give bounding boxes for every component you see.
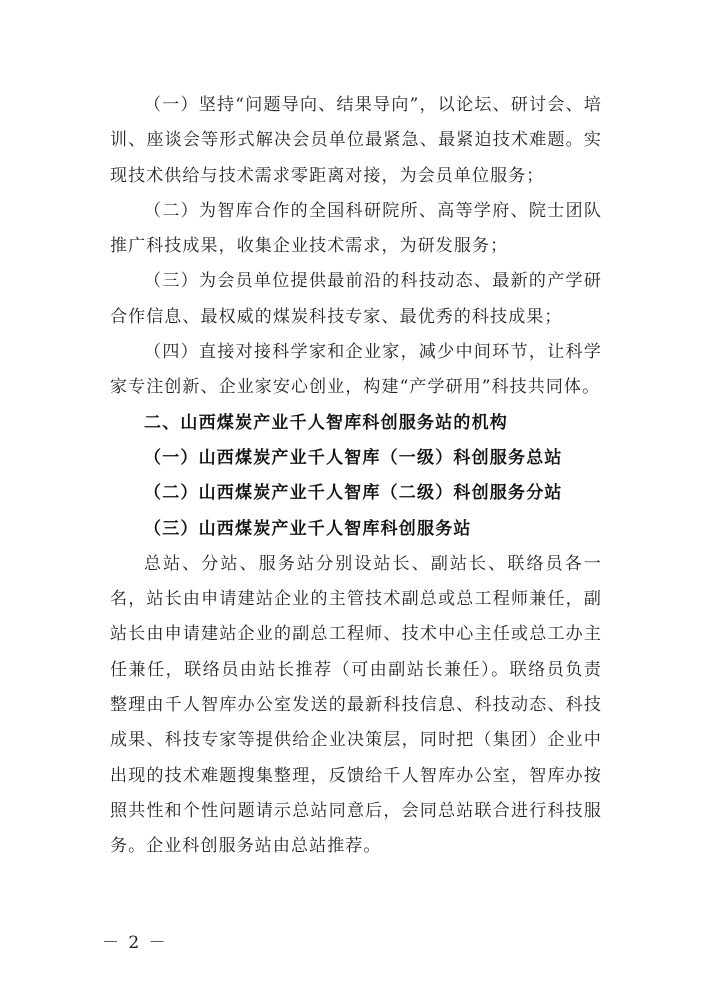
sub-heading-1: （一）山西煤炭产业千人智库（一级）科创服务总站	[144, 447, 563, 468]
paragraph-item-3: （三）为会员单位提供最前沿的科技动态、最新的产学研合作信息、最权威的煤炭科技专家、最优秀的科技成果；	[110, 271, 602, 327]
document-body	[110, 88, 602, 865]
page-number: － 2 －	[102, 933, 168, 953]
paragraph-item-1: （一）坚持“问题导向、结果导向”，以论坛、研讨会、培训、座谈会等形式解决会员单位最紧急、最紧迫技术难题。实现技术供给与技术需求零距离对接，为会员单位服务；	[110, 95, 602, 186]
section-heading: 二、山西煤炭产业千人智库科创服务站的机构	[144, 412, 508, 433]
paragraph-item-2: （二）为智库合作的全国科研院所、高等学府、院士团队推广科技成果，收集企业技术需求，为研发服务；	[110, 200, 602, 257]
sub-heading-3: （三）山西煤炭产业千人智库科创服务站	[144, 518, 472, 539]
sub-heading-2: （二）山西煤炭产业千人智库（二级）科创服务分站	[144, 483, 563, 504]
paragraph-item-4: （四）直接对接科学家和企业家，减少中间环节，让科学家专注创新、企业家安心创业，构建“产学研用”科技共同体。	[110, 342, 602, 398]
body-paragraph: 总站、分站、服务站分别设站长、副站长、联络员各一名，站长由申请建站企业的主管技术副总或总工程师兼任，副站长由申请建站企业的副总工程师、技术中心主任或总工办主任兼任，联络员由站长推荐（可由副站长兼任）。联络员负责整理由千人智库办公室发送的最新科技信息、科技动态、科技成果、科技专家等提供给企业决策层，同时把（集团）企业中出现的技术难题搜集整理，反馈给千人智库办公室，智库办按照共性和个性问题请示总站同意后，会同总站联合进行科技服务。企业科创服务站由总站推荐。	[110, 553, 602, 857]
